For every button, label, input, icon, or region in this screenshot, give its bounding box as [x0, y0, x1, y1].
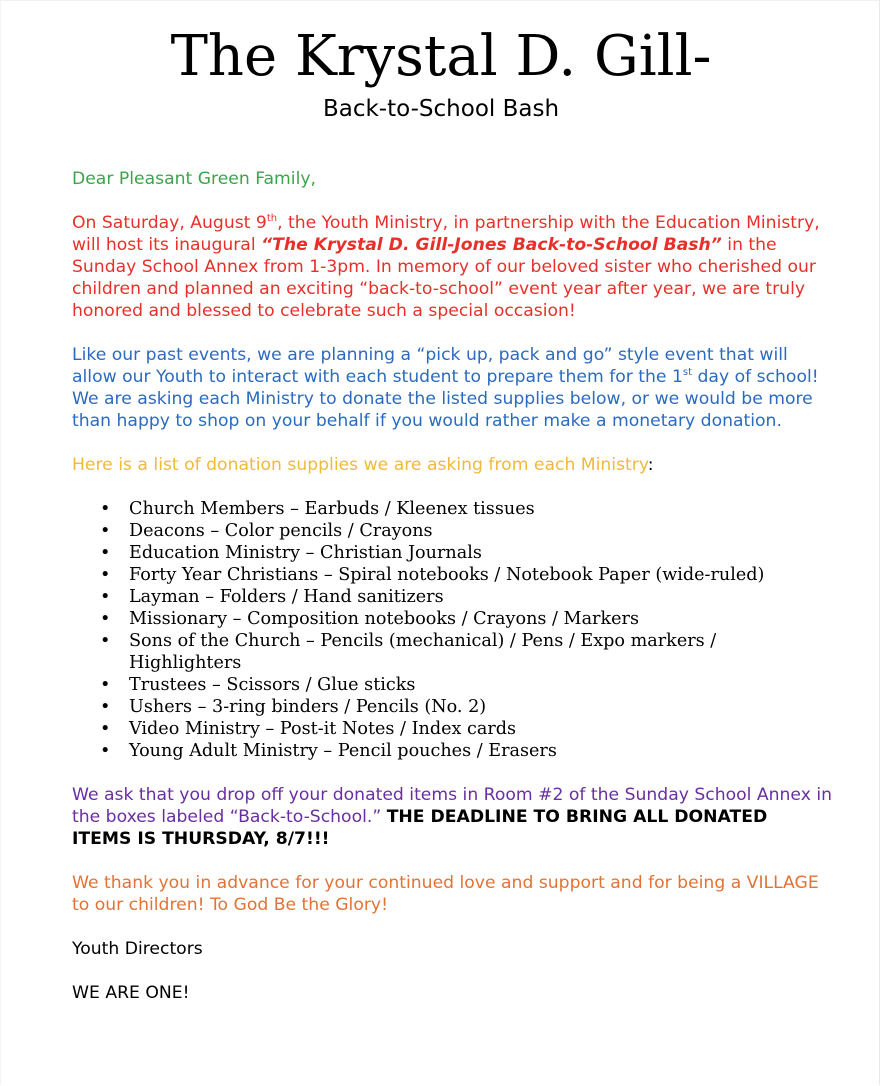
- supply-item-text: Forty Year Christians – Spiral notebooks / Notebook Paper (wide-ruled): [129, 565, 765, 585]
- supply-item-text: Church Members – Earbuds / Kleenex tissues: [129, 499, 535, 519]
- event-name: “The Krystal D. Gill-Jones Back-to-School Bash”: [261, 235, 722, 255]
- supply-list-item: [72, 740, 769, 762]
- supply-list-item: [72, 498, 769, 520]
- list-intro-paragraph: [72, 454, 832, 476]
- bullet-icon: •: [100, 675, 111, 695]
- signature-line-1: Youth Directors: [72, 939, 203, 959]
- bullet-icon: •: [100, 499, 111, 519]
- deadline-notice: THE DEADLINE TO BRING ALL DONATED ITEMS IS THURSDAY, 8/7!!!: [72, 807, 768, 849]
- supply-item-text: Missionary – Composition notebooks / Crayons / Markers: [129, 609, 639, 629]
- bullet-icon: •: [100, 609, 111, 629]
- bullet-icon: •: [100, 741, 111, 761]
- dropoff-paragraph: [72, 784, 832, 850]
- event-info-superscript: st: [682, 367, 693, 378]
- supply-item-text: Ushers – 3-ring binders / Pencils (No. 2): [129, 697, 487, 717]
- intro-superscript: th: [266, 213, 278, 224]
- letter-body: [72, 168, 832, 1026]
- supply-item-text: Young Adult Ministry – Pencil pouches / Erasers: [129, 741, 557, 761]
- supply-item-text: Video Ministry – Post-it Notes / Index cards: [129, 719, 517, 739]
- bullet-icon: •: [100, 587, 111, 607]
- event-info-paragraph: [72, 344, 832, 432]
- supply-list-item: [72, 586, 769, 608]
- list-intro-text: Here is a list of donation supplies we are asking from each Ministry: [72, 455, 648, 475]
- bullet-icon: •: [100, 719, 111, 739]
- supplies-list: [72, 498, 832, 762]
- intro-text-2: , the Youth Ministry, in partnership with the Education Ministry, will host its inaugural: [72, 213, 820, 255]
- supply-list-item: [72, 608, 769, 630]
- bullet-icon: •: [100, 565, 111, 585]
- bullet-icon: •: [100, 543, 111, 563]
- thanks-paragraph: We thank you in advance for your continued love and support and for being a VILLAGE to our children! To God Be the Glory!: [72, 873, 819, 915]
- bullet-icon: •: [100, 697, 111, 717]
- supply-list-item: [72, 564, 769, 586]
- supply-list-item: [72, 542, 769, 564]
- document-title: The Krystal D. Gill-: [170, 24, 712, 89]
- signature-line-2: WE ARE ONE!: [72, 983, 190, 1003]
- intro-text-3: in the Sunday School Annex from 1-3pm. In memory of our beloved sister who cherished our children and planned an exciting “back-to-school” event year after year, we are truly honored and blessed to celebrate such a special occasion!: [72, 235, 816, 321]
- document-subtitle: Back-to-School Bash: [322, 96, 560, 122]
- bullet-icon: •: [100, 631, 111, 651]
- supply-item-text: Layman – Folders / Hand sanitizers: [129, 587, 444, 607]
- supply-item-text: Education Ministry – Christian Journals: [129, 543, 482, 563]
- supply-item-text: Sons of the Church – Pencils (mechanical) / Pens / Expo markers / Highlighters: [129, 631, 717, 673]
- bullet-icon: •: [100, 521, 111, 541]
- list-intro-colon: :: [647, 455, 654, 475]
- supply-list-item: [72, 630, 769, 674]
- event-info-text-1: Like our past events, we are planning a “pick up, pack and go” style event that will allow our Youth to interact with each student to prepare them for the 1: [72, 345, 788, 387]
- intro-paragraph: [72, 212, 832, 322]
- greeting: Dear Pleasant Green Family,: [72, 169, 316, 189]
- supply-list-item: [72, 520, 769, 542]
- supply-list-item: [72, 718, 769, 740]
- event-info-text-2: day of school! We are asking each Ministry to donate the listed supplies below, or we would be more than happy to shop on your behalf if you would rather make a monetary donation.: [72, 367, 819, 431]
- supply-item-text: Deacons – Color pencils / Crayons: [129, 521, 433, 541]
- supply-list-item: [72, 674, 769, 696]
- supply-item-text: Trustees – Scissors / Glue sticks: [129, 675, 416, 695]
- supply-list-item: [72, 696, 769, 718]
- intro-text-1: On Saturday, August 9: [72, 213, 267, 233]
- dropoff-text: We ask that you drop off your donated items in Room #2 of the Sunday School Annex in the boxes labeled “Back-to-School.”: [72, 785, 832, 827]
